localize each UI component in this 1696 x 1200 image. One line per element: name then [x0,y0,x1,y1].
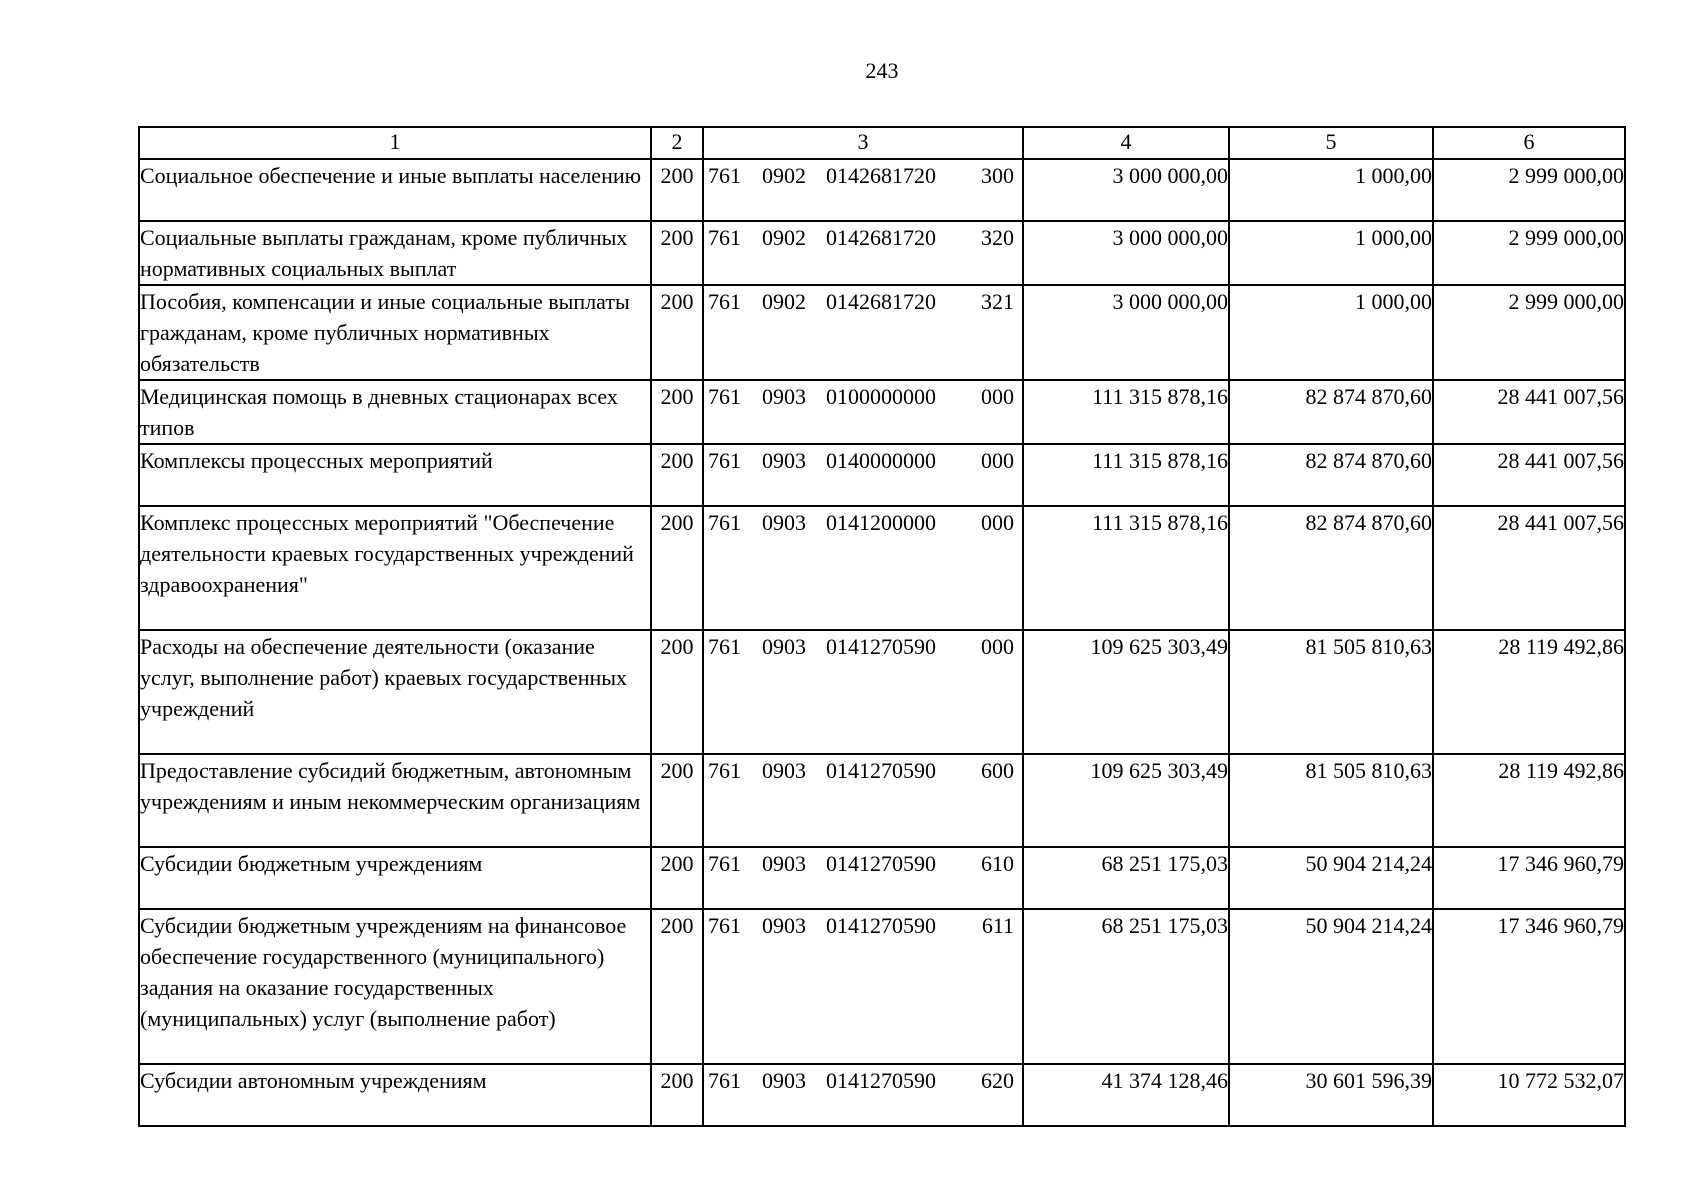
amount-col6: 28 441 007,56 [1433,444,1625,506]
section-code: 0902 [762,225,806,250]
column-header: 1 [139,127,651,159]
target-article-code: 0142681720 [826,289,936,314]
column-header: 2 [651,127,703,159]
expense-type-code: 000 [981,634,1014,659]
amount-col4: 111 315 878,16 [1023,444,1229,506]
col2-cell: 200 [651,506,703,630]
col2-cell: 200 [651,630,703,754]
classification-code-cell [703,444,1023,506]
section-code: 0903 [762,913,806,938]
classification-code-cell [703,159,1023,221]
amount-col6: 2 999 000,00 [1433,285,1625,380]
amount-col4: 109 625 303,49 [1023,630,1229,754]
table-row [139,159,1625,221]
table-row [139,847,1625,909]
section-code: 0903 [762,1068,806,1093]
row-name-cell: Предоставление субсидий бюджетным, автономным учреждениям и иным некоммерческим организациям [139,754,651,847]
classification-code-cell [703,630,1023,754]
row-name-cell: Пособия, компенсации и иные социальные выплаты гражданам, кроме публичных нормативных обязательств [139,285,651,380]
row-name-cell: Субсидии автономным учреждениям [139,1064,651,1126]
classification-code-cell [703,380,1023,444]
classification-code-cell [703,909,1023,1064]
amount-col5: 50 904 214,24 [1229,847,1433,909]
section-code: 0903 [762,448,806,473]
amount-col6: 28 119 492,86 [1433,630,1625,754]
expense-type-code: 610 [981,851,1014,876]
expense-type-code: 320 [981,225,1014,250]
section-code: 0903 [762,758,806,783]
target-article-code: 0141270590 [826,758,936,783]
table-row [139,506,1625,630]
amount-col6: 17 346 960,79 [1433,909,1625,1064]
amount-col6: 17 346 960,79 [1433,847,1625,909]
col2-cell: 200 [651,285,703,380]
classification-code-cell [703,754,1023,847]
header-row [139,127,1625,159]
section-code: 0903 [762,634,806,659]
col2-cell: 200 [651,909,703,1064]
amount-col5: 1 000,00 [1229,221,1433,285]
section-code: 0903 [762,851,806,876]
table-row [139,1064,1625,1126]
amount-col5: 82 874 870,60 [1229,444,1433,506]
department-code: 761 [708,758,741,783]
amount-col4: 3 000 000,00 [1023,285,1229,380]
department-code: 761 [708,289,741,314]
amount-col5: 81 505 810,63 [1229,630,1433,754]
amount-col4: 111 315 878,16 [1023,380,1229,444]
section-code: 0902 [762,289,806,314]
column-header: 6 [1433,127,1625,159]
amount-col5: 81 505 810,63 [1229,754,1433,847]
column-header: 5 [1229,127,1433,159]
table-row [139,630,1625,754]
amount-col5: 1 000,00 [1229,285,1433,380]
department-code: 761 [708,634,741,659]
table-row [139,380,1625,444]
row-name-cell: Комплексы процессных мероприятий [139,444,651,506]
department-code: 761 [708,163,741,188]
col2-cell: 200 [651,444,703,506]
amount-col6: 2 999 000,00 [1433,159,1625,221]
table-row [139,285,1625,380]
department-code: 761 [708,225,741,250]
section-code: 0903 [762,510,806,535]
row-name-cell: Социальные выплаты гражданам, кроме публичных нормативных социальных выплат [139,221,651,285]
amount-col5: 1 000,00 [1229,159,1433,221]
department-code: 761 [708,448,741,473]
amount-col6: 28 119 492,86 [1433,754,1625,847]
col2-cell: 200 [651,380,703,444]
classification-code-cell [703,506,1023,630]
budget-table [138,126,1626,1127]
col2-cell: 200 [651,1064,703,1126]
amount-col5: 82 874 870,60 [1229,506,1433,630]
classification-code-cell [703,285,1023,380]
amount-col5: 30 601 596,39 [1229,1064,1433,1126]
expense-type-code: 321 [981,289,1014,314]
amount-col4: 68 251 175,03 [1023,847,1229,909]
expense-type-code: 000 [981,510,1014,535]
target-article-code: 0141270590 [826,913,936,938]
target-article-code: 0142681720 [826,163,936,188]
col2-cell: 200 [651,221,703,285]
amount-col4: 3 000 000,00 [1023,159,1229,221]
amount-col4: 111 315 878,16 [1023,506,1229,630]
classification-code-cell [703,847,1023,909]
row-name-cell: Расходы на обеспечение деятельности (оказание услуг, выполнение работ) краевых государственных учреждений [139,630,651,754]
section-code: 0902 [762,163,806,188]
target-article-code: 0140000000 [826,448,936,473]
target-article-code: 0141200000 [826,510,936,535]
amount-col4: 41 374 128,46 [1023,1064,1229,1126]
col2-cell: 200 [651,754,703,847]
department-code: 761 [708,384,741,409]
department-code: 761 [708,1068,741,1093]
row-name-cell: Субсидии бюджетным учреждениям [139,847,651,909]
expense-type-code: 000 [981,448,1014,473]
section-code: 0903 [762,384,806,409]
amount-col6: 28 441 007,56 [1433,380,1625,444]
expense-type-code: 300 [981,163,1014,188]
table-row [139,754,1625,847]
col2-cell: 200 [651,847,703,909]
expense-type-code: 611 [981,913,1014,938]
column-header: 4 [1023,127,1229,159]
target-article-code: 0142681720 [826,225,936,250]
target-article-code: 0100000000 [826,384,936,409]
department-code: 761 [708,510,741,535]
amount-col6: 28 441 007,56 [1433,506,1625,630]
row-name-cell: Комплекс процессных мероприятий "Обеспечение деятельности краевых государственных учреждений здравоохранения" [139,506,651,630]
expense-type-code: 620 [981,1068,1014,1093]
amount-col5: 82 874 870,60 [1229,380,1433,444]
department-code: 761 [708,851,741,876]
amount-col4: 3 000 000,00 [1023,221,1229,285]
amount-col6: 10 772 532,07 [1433,1064,1625,1126]
expense-type-code: 600 [981,758,1014,783]
amount-col5: 50 904 214,24 [1229,909,1433,1064]
col2-cell: 200 [651,159,703,221]
row-name-cell: Социальное обеспечение и иные выплаты населению [139,159,651,221]
target-article-code: 0141270590 [826,1068,936,1093]
row-name-cell: Субсидии бюджетным учреждениям на финансовое обеспечение государственного (муниципального) задания на оказание государственных (муниципальных) услуг (выполнение работ) [139,909,651,1064]
amount-col6: 2 999 000,00 [1433,221,1625,285]
table-row [139,444,1625,506]
amount-col4: 109 625 303,49 [1023,754,1229,847]
target-article-code: 0141270590 [826,851,936,876]
row-name-cell: Медицинская помощь в дневных стационарах всех типов [139,380,651,444]
column-header: 3 [703,127,1023,159]
amount-col4: 68 251 175,03 [1023,909,1229,1064]
table-row [139,909,1625,1064]
classification-code-cell [703,1064,1023,1126]
department-code: 761 [708,913,741,938]
target-article-code: 0141270590 [826,634,936,659]
page-number: 243 [865,58,899,83]
classification-code-cell [703,221,1023,285]
table-row [139,221,1625,285]
expense-type-code: 000 [981,384,1014,409]
